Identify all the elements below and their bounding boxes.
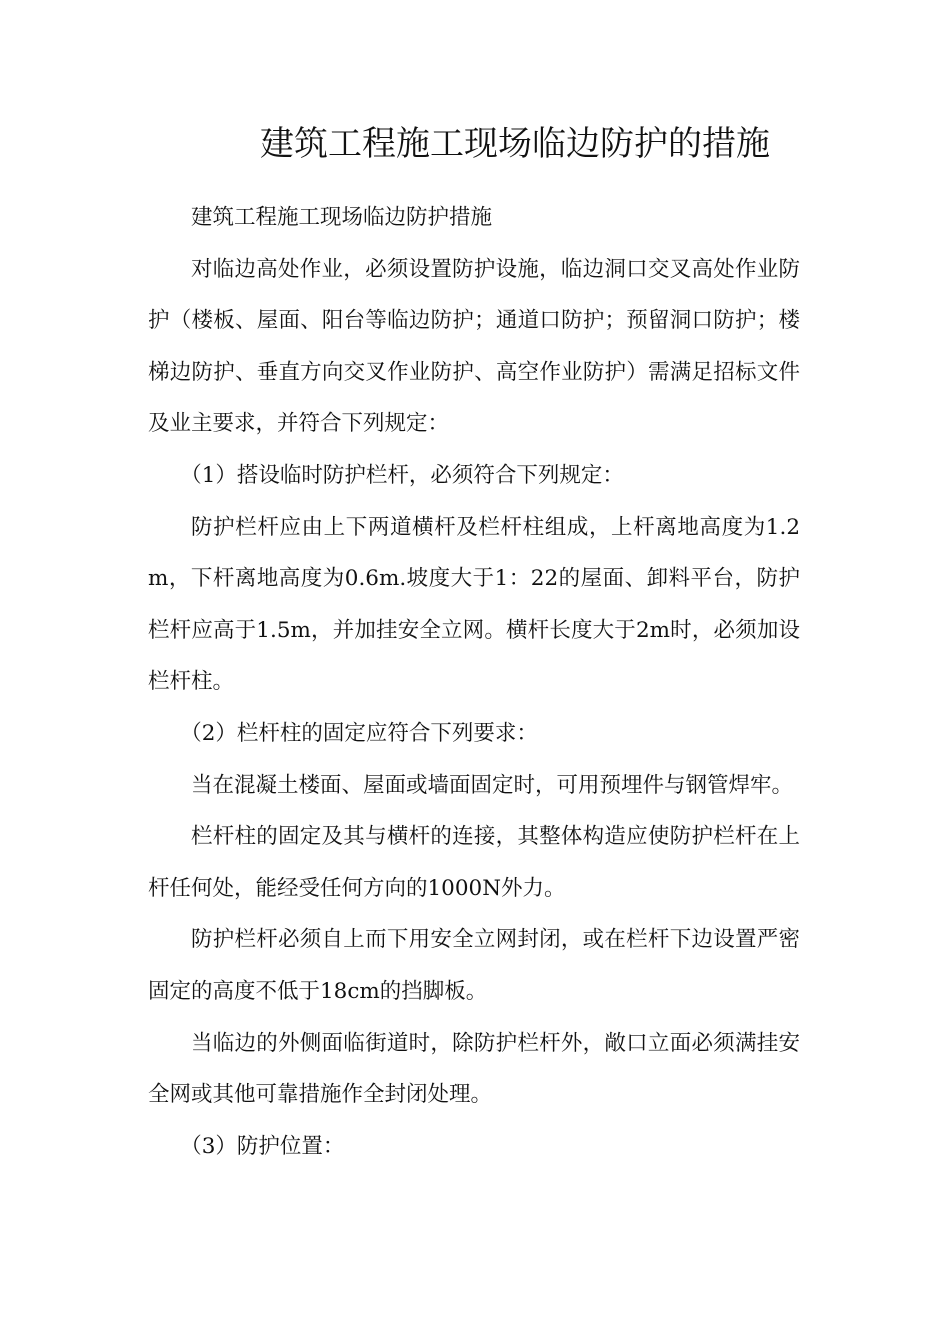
section-heading-1: （1）搭设临时防护栏杆，必须符合下列规定： [180,462,624,488]
document-body [148,192,800,1172]
paragraph-intro: 对临边高处作业，必须设置防护设施，临边洞口交叉高处作业防护（楼板、屋面、阳台等临边防护；通道口防护；预留洞口防护；楼梯边防护、垂直方向交叉作业防护、高空作业防护）需满足招标文件及业主要求，并符合下列规定： [148,256,800,437]
paragraph-street-side: 当临边的外侧面临街道时，除防护栏杆外，敞口立面必须满挂安全网或其他可靠措施作全封闭处理。 [148,1030,800,1108]
section-heading-2: （2）栏杆柱的固定应符合下列要求： [180,720,538,746]
paragraph-concrete-fixing: 当在混凝土楼面、屋面或墙面固定时，可用预埋件与钢管焊牢。 [191,772,794,798]
document-title: 建筑工程施工现场临边防护的措施 [260,124,770,164]
paragraph-railing-spec: 防护栏杆应由上下两道横杆及栏杆柱组成，上杆离地高度为1.2m，下杆离地高度为0.6m.坡度大于1：22的屋面、卸料平台，防护栏杆应高于1.5m，并加挂安全立网。横杆长度大于2m时，必须加设栏杆柱。 [148,514,800,695]
paragraph-subtitle: 建筑工程施工现场临边防护措施 [191,205,493,230]
section-heading-3: （3）防护位置： [180,1133,345,1159]
paragraph-safety-net: 防护栏杆必须自上而下用安全立网封闭，或在栏杆下边设置严密固定的高度不低于18cm的挡脚板。 [148,927,800,1004]
paragraph-connection-load: 栏杆柱的固定及其与横杆的连接，其整体构造应使防护栏杆在上杆任何处，能经受任何方向的1000N外力。 [148,824,800,901]
